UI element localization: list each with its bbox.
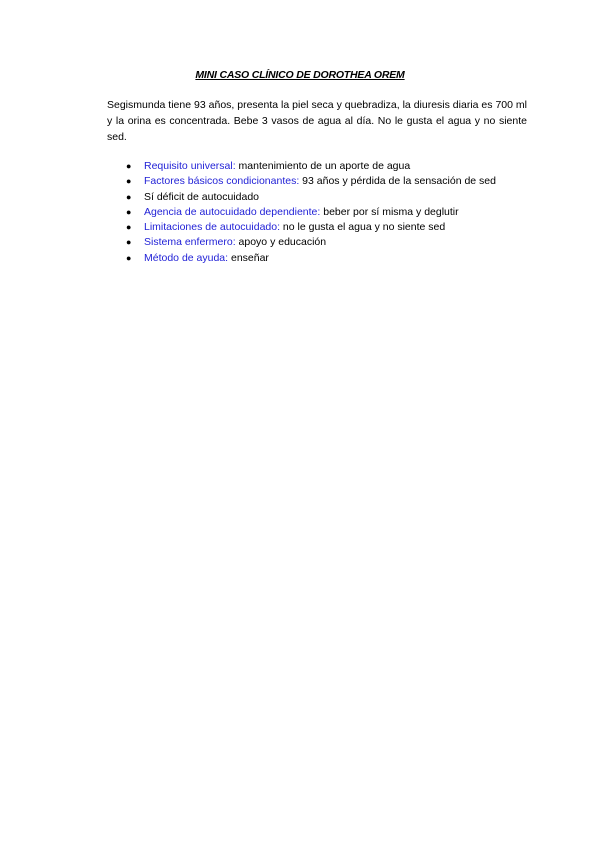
item-text: 93 años y pérdida de la sensación de sed: [299, 175, 496, 188]
item-text: enseñar: [228, 251, 269, 264]
item-term: Método de ayuda:: [144, 251, 229, 264]
item-term: Limitaciones de autocuidado:: [144, 221, 281, 234]
bullet-icon: ●: [126, 237, 132, 248]
bullet-icon: ●: [126, 161, 132, 171]
item-term: Factores básicos condicionantes:: [144, 175, 300, 188]
item-text: no le gusta el agua y no siente sed: [280, 221, 446, 234]
list-item: [126, 205, 496, 220]
item-text: beber por sí misma y deglutir: [320, 205, 459, 218]
item-text: mantenimiento de un aporte de agua: [235, 160, 411, 172]
list-item: [126, 220, 496, 235]
bullet-icon: ●: [126, 252, 132, 263]
list-item: [126, 251, 496, 266]
bullet-icon: ●: [126, 176, 132, 187]
item-term: Sistema enfermero:: [144, 236, 236, 249]
bullet-icon: ●: [126, 206, 132, 217]
item-term: Agencia de autocuidado dependiente:: [144, 205, 321, 218]
list-item: [126, 159, 496, 174]
list-item: [126, 235, 496, 250]
care-plan-list: [126, 159, 496, 266]
item-term: Requisito universal:: [144, 160, 236, 172]
item-text: Sí déficit de autocuidado: [144, 190, 259, 203]
item-text: apoyo y educación: [235, 236, 327, 249]
bullet-icon: ●: [126, 191, 132, 202]
list-item: [126, 190, 496, 205]
document-title: MINI CASO CLÍNICO DE DOROTHEA OREM: [195, 69, 405, 81]
intro-paragraph: Segismunda tiene 93 años, presenta la piel seca y quebradiza, la diuresis diaria es 700 ml y la orina es concentrada. Bebe 3 vasos de agua al día. No le gusta el agua y no siente sed.: [107, 99, 527, 143]
bullet-icon: ●: [126, 222, 132, 233]
list-item: [126, 174, 496, 189]
